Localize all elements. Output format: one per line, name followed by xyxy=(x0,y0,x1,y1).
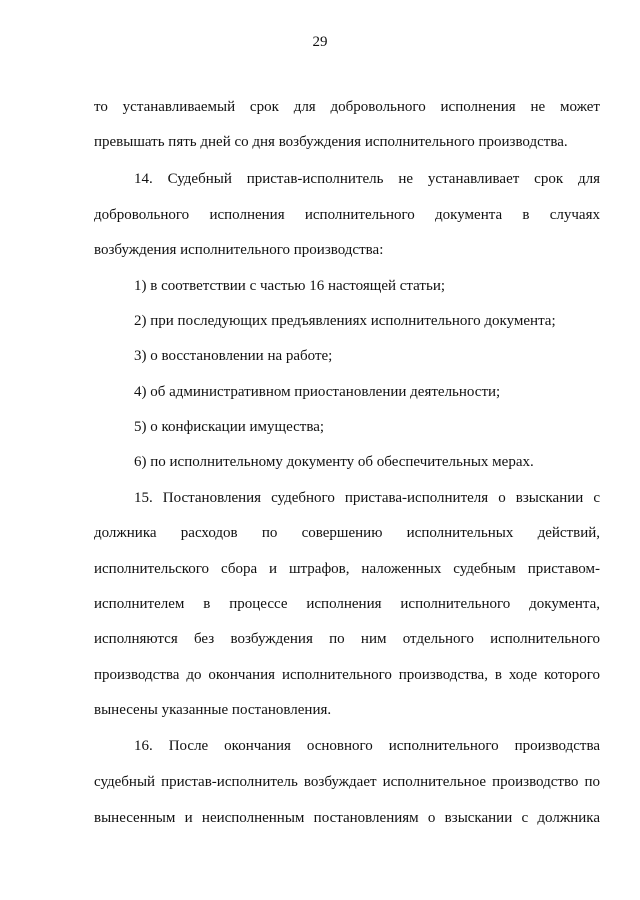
paragraph-14-start: 14. Судебный пристав-исполнитель не устанавливает срок для xyxy=(134,171,600,187)
text-line: возбуждения исполнительного производства: xyxy=(94,242,384,258)
text-line: производства до окончания исполнительного производства, в ходе которого xyxy=(94,667,600,683)
paragraph-16-start: 16. После окончания основного исполнительного производства xyxy=(134,738,600,754)
list-item: 1) в соответствии с частью 16 настоящей статьи; xyxy=(134,278,446,294)
text-line: должника расходов по совершению исполнительных действий, xyxy=(94,525,600,541)
text-line: то устанавливаемый срок для добровольного исполнения не может xyxy=(94,99,600,115)
list-item: 4) об административном приостановлении деятельности; xyxy=(134,384,501,400)
text-line: исполняются без возбуждения по ним отдельного исполнительного xyxy=(94,631,600,647)
list-item: 3) о восстановлении на работе; xyxy=(134,348,333,364)
text-line: превышать пять дней со дня возбуждения исполнительного производства. xyxy=(94,134,568,150)
text-line: вынесены указанные постановления. xyxy=(94,702,332,718)
text-line: судебный пристав-исполнитель возбуждает исполнительное производство по xyxy=(94,774,600,790)
list-item: 2) при последующих предъявлениях исполнительного документа; xyxy=(134,313,556,329)
text-line: исполнителем в процессе исполнения исполнительного документа, xyxy=(94,596,600,612)
text-line: добровольного исполнения исполнительного документа в случаях xyxy=(94,207,600,223)
page-number: 29 xyxy=(312,34,328,50)
list-item: 5) о конфискации имущества; xyxy=(134,419,325,435)
list-item: 6) по исполнительному документу об обеспечительных мерах. xyxy=(134,454,534,470)
text-line: исполнительского сбора и штрафов, наложенных судебным приставом- xyxy=(94,561,600,577)
paragraph-15-start: 15. Постановления судебного пристава-исполнителя о взыскании с xyxy=(134,490,600,506)
text-line: вынесенным и неисполненным постановлениям о взыскании с должника xyxy=(94,810,600,826)
